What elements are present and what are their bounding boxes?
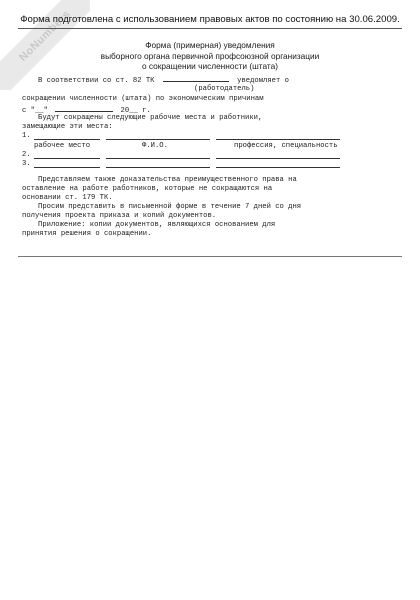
column-label-fio: Ф.И.О. (142, 142, 168, 150)
row2-name-blank[interactable] (106, 151, 210, 159)
row3-name-blank[interactable] (106, 160, 210, 168)
row-number-3: 3. (22, 160, 31, 168)
row3-workplace-blank[interactable] (34, 160, 100, 168)
row2-profession-blank[interactable] (216, 151, 340, 159)
bottom-rule (18, 256, 402, 257)
title-line-3: о сокращении численности (штата) (141, 61, 278, 71)
para1-tail: уведомляет о (237, 77, 289, 85)
date-prefix: с "__" (22, 107, 48, 115)
row1-workplace-blank[interactable] (34, 132, 100, 140)
para3-line3: основании ст. 179 ТК. (22, 194, 113, 202)
row3-profession-blank[interactable] (216, 160, 340, 168)
row2-workplace-blank[interactable] (34, 151, 100, 159)
employer-blank[interactable] (163, 74, 229, 82)
document-title (18, 40, 402, 72)
para5-line2: принятия решения о сокращении. (22, 230, 152, 238)
para1-line1 (38, 74, 344, 87)
column-label-workplace: рабочее место (34, 142, 91, 150)
para1-lead: В соответствии со ст. 82 ТК (38, 77, 155, 85)
header-rule-bottom (18, 28, 402, 29)
watermark-text: NoNumbers (0, 0, 90, 90)
para1-line2: сокращении численности (штата) по экономическим причинам (22, 95, 264, 103)
header-note: Форма подготовлена с использованием правовых актов по состоянию на 30.06.2009. (20, 14, 400, 25)
para3-line1: Представляем также доказательства преимущественного права на (38, 176, 297, 184)
para2-line1: Будут сокращены следующие рабочие места и работники, (38, 114, 263, 122)
title-line-1: Форма (примерная) уведомления (145, 40, 275, 50)
para5-line1: Приложение: копии документов, являющихся основанием для (38, 221, 276, 229)
para4-line2: получения проекта приказа и копий документов. (22, 212, 217, 220)
date-month-blank[interactable] (55, 104, 113, 112)
title-line-2: выборного органа первичной профсоюзной организации (100, 50, 320, 61)
row-number-2: 2. (22, 151, 31, 159)
row1-name-blank[interactable] (106, 132, 210, 140)
row-number-1: 1. (22, 132, 31, 140)
position-row-1 (22, 132, 31, 142)
para4-line1: Просим представить в письменной форме в течение 7 дней со дня (38, 203, 302, 211)
column-label-profession: профессия, специальность (234, 142, 338, 150)
row1-profession-blank[interactable] (216, 132, 340, 140)
position-row-3 (22, 160, 31, 170)
employer-caption: (работодатель) (194, 85, 255, 93)
para2-line2: замещающие эти места: (22, 123, 113, 131)
para3-line2: оставление на работе работников, которые не сокращаются на (22, 185, 273, 193)
date-year: 20__ г. (120, 107, 151, 115)
